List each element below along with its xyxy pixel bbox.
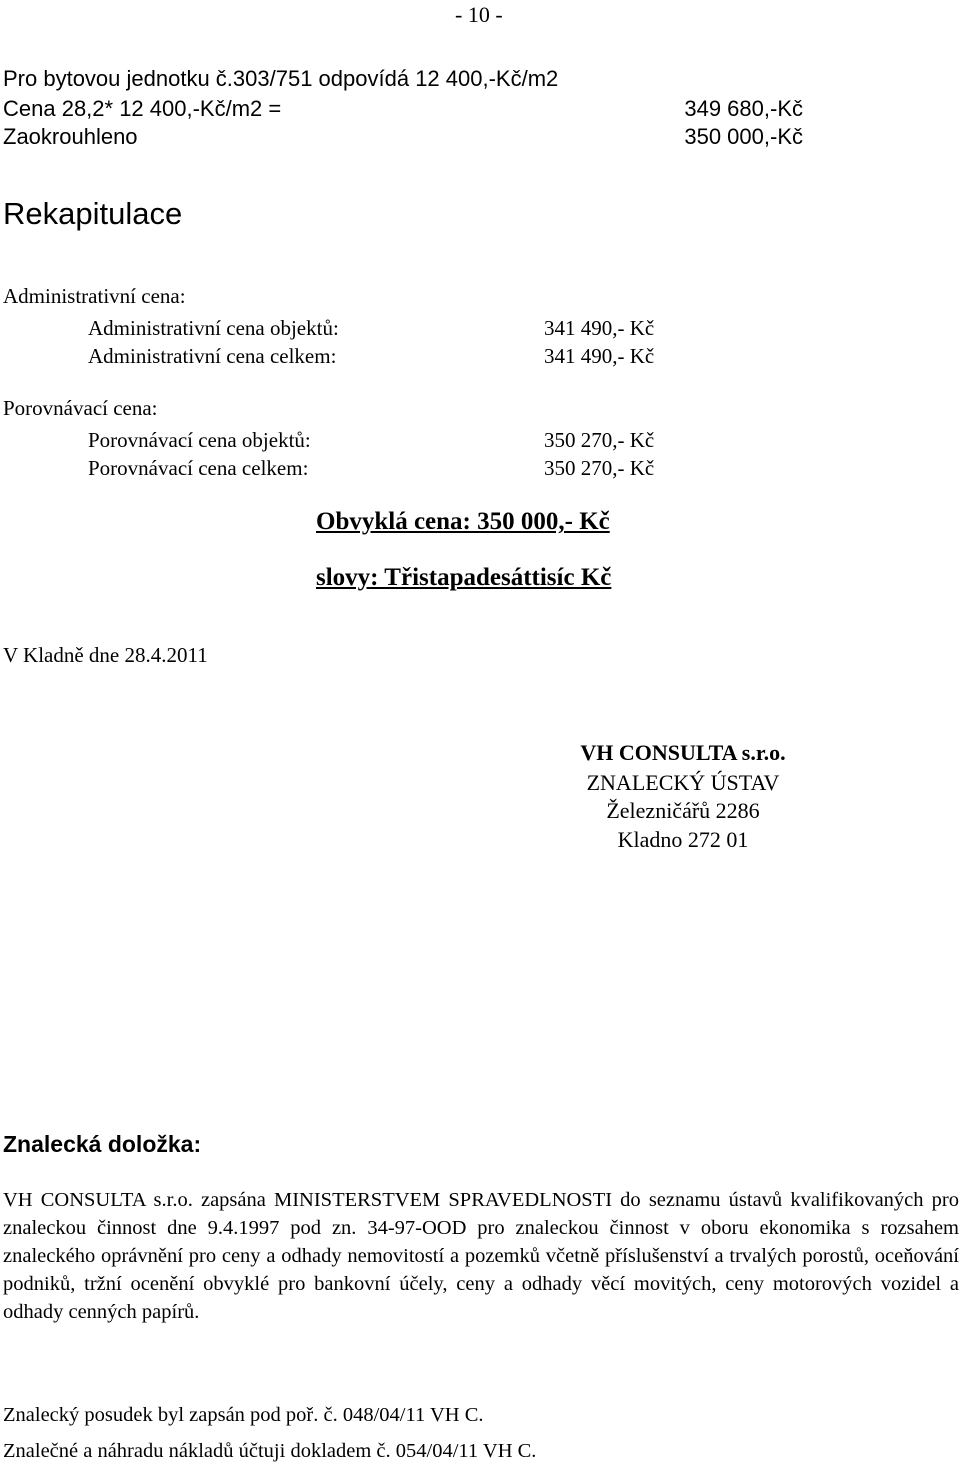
company-city: Kladno 272 01 [617, 827, 749, 852]
registration-note: Znalecký posudek byl zapsán pod poř. č. 048/04/11 VH C. [3, 1404, 484, 1426]
calc-value: 349 680,-Kč [684, 96, 803, 121]
comparative-objects-value: 350 270,- Kč [544, 428, 655, 452]
calc-label: Cena 28,2* 12 400,-Kč/m2 = [3, 96, 282, 121]
admin-total-value: 341 490,- Kč [544, 344, 655, 368]
page-number: - 10 - [455, 2, 503, 27]
invoice-note: Znalečné a náhradu nákladů účtuji dokladem č. 054/04/11 VH C. [3, 1440, 537, 1462]
admin-objects-label: Administrativní cena objektů: [88, 316, 339, 340]
company-type: ZNALECKÝ ÚSTAV [586, 770, 780, 795]
company-street: Železničářů 2286 [606, 798, 760, 823]
expert-clause-text: VH CONSULTA s.r.o. zapsána MINISTERSTVEM SPRAVEDLNOSTI do seznamu ústavů kvalifikovaných pro znaleckou činnost dne 9.4.1997 pod zn. 34-97-OOD pro znaleckou činnost v oboru ekonomika s rozsahem znaleckého oprávnění pro ceny a odhady nemovitostí a pozemků včetně příslušenství a trvalých porostů, oceňování podniků, tržní ocenění obvyklé pro bankovní účely, ceny a odhady věcí movitých, ceny motorových vozidel a odhady cenných papírů. [3, 1189, 959, 1323]
comparative-total-value: 350 270,- Kč [544, 456, 655, 480]
unit-price-line: Pro bytovou jednotku č.303/751 odpovídá 12 400,-Kč/m2 [3, 66, 559, 91]
admin-total-label: Administrativní cena celkem: [88, 344, 337, 368]
usual-price: Obvyklá cena: 350 000,- Kč [316, 508, 610, 535]
comparative-heading: Porovnávací cena: [3, 396, 158, 420]
comparative-total-label: Porovnávací cena celkem: [88, 456, 309, 480]
place-date: V Kladně dne 28.4.2011 [3, 643, 208, 667]
admin-objects-value: 341 490,- Kč [544, 316, 655, 340]
expert-clause-heading: Znalecká doložka: [3, 1131, 202, 1157]
comparative-objects-label: Porovnávací cena objektů: [88, 428, 311, 452]
company-stamp [558, 738, 808, 854]
price-in-words: slovy: Třistapadesáttisíc Kč [316, 564, 612, 591]
recap-title: Rekapitulace [3, 196, 183, 231]
rounded-value: 350 000,-Kč [684, 124, 803, 149]
admin-heading: Administrativní cena: [3, 284, 186, 308]
rounded-label: Zaokrouhleno [3, 124, 138, 149]
company-name: VH CONSULTA s.r.o. [580, 740, 786, 765]
